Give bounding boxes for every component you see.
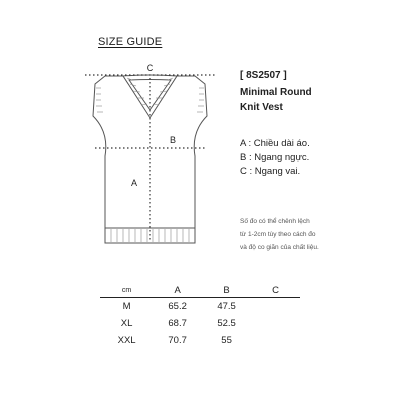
product-name-line-1: Minimal Round: [240, 87, 312, 98]
cell-c: [251, 332, 300, 349]
product-name: [240, 85, 350, 115]
legend-item-a: A : Chiều dài áo.: [240, 138, 310, 149]
cell-b: 55: [221, 335, 232, 346]
cell-a: 70.7: [168, 335, 187, 346]
legend-item-b: B : Ngang ngực.: [240, 152, 310, 163]
size-label: XXL: [117, 335, 136, 346]
measure-label-a: A: [130, 178, 138, 188]
size-label: XL: [120, 318, 133, 329]
table-header-row: [100, 283, 300, 298]
measurement-legend: [240, 137, 310, 179]
legend-item-c: C : Ngang vai.: [240, 166, 301, 177]
cell-a: 65.2: [168, 301, 187, 312]
cell-a: 68.7: [168, 318, 187, 329]
size-label: M: [122, 301, 131, 312]
table-row: [100, 332, 300, 349]
table-row: [100, 298, 300, 316]
column-header-a: A: [174, 284, 181, 296]
measure-label-c: C: [146, 63, 154, 73]
column-header-c: C: [272, 284, 279, 296]
measure-label-b: B: [169, 135, 177, 145]
measurement-note: [240, 215, 360, 254]
cell-c: [251, 298, 300, 316]
unit-header: cm: [121, 286, 132, 294]
product-code: [ 8S2507 ]: [240, 70, 287, 81]
note-line-2: từ 1-2cm tùy theo cách đo: [240, 231, 316, 238]
cell-b: 47.5: [217, 301, 236, 312]
size-table: [100, 283, 300, 349]
note-line-1: Số đo có thể chênh lệch: [240, 218, 310, 225]
product-name-line-2: Knit Vest: [240, 102, 283, 113]
cell-b: 52.5: [217, 318, 236, 329]
note-line-3: và độ co giãn của chất liệu.: [240, 244, 319, 251]
knit-vest-outline-icon: [75, 60, 225, 250]
column-header-b: B: [223, 284, 230, 296]
size-guide-title: SIZE GUIDE: [98, 36, 163, 48]
cell-c: [251, 315, 300, 332]
table-row: [100, 315, 300, 332]
